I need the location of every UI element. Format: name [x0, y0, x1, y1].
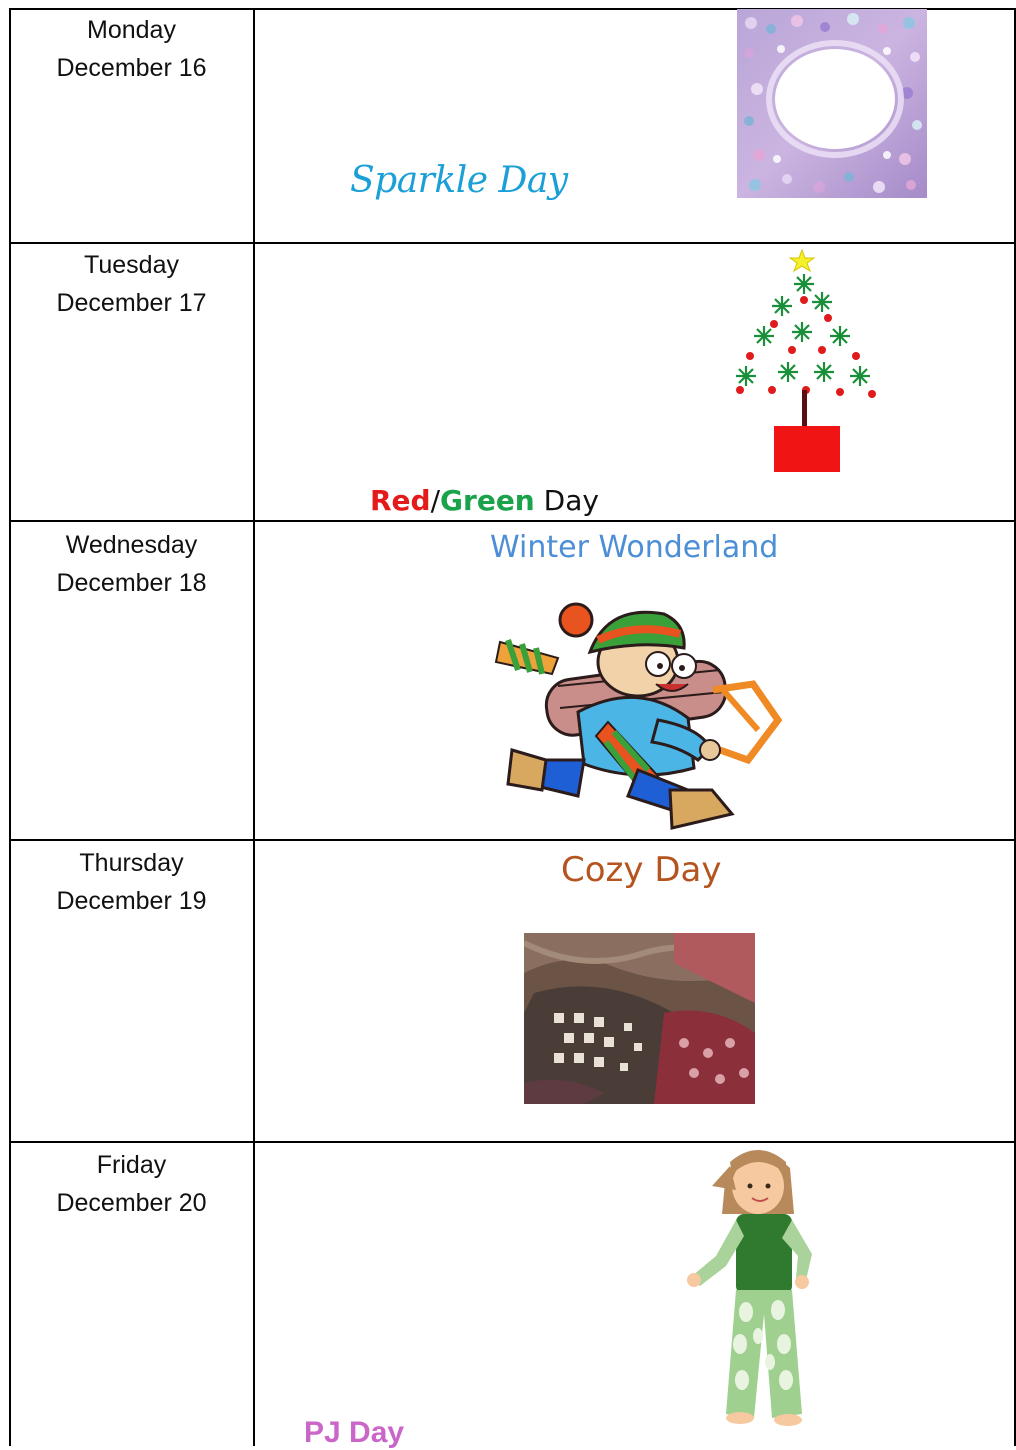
date-cell-wednesday: [10, 526, 253, 602]
date-cell-thursday: [10, 844, 253, 920]
theme-label-pj-day: PJ Day: [304, 1416, 405, 1449]
date-label: December 16: [56, 54, 207, 82]
theme-word-green: Green: [440, 484, 535, 517]
day-label: Monday: [87, 16, 176, 44]
day-label: Tuesday: [84, 251, 179, 279]
day-label: Friday: [96, 1151, 167, 1179]
day-label: Thursday: [79, 849, 184, 877]
row-divider-1: [9, 242, 1016, 244]
theme-word-red: Red: [370, 484, 431, 517]
boy-with-sled-image: [488, 600, 792, 840]
table-left-border: [9, 8, 11, 1446]
date-label: December 20: [56, 1189, 207, 1217]
theme-label-red-green-day: [370, 484, 599, 517]
date-label: December 17: [56, 289, 207, 317]
theme-slash: /: [430, 484, 441, 517]
girl-in-pajamas-image: [682, 1144, 832, 1426]
date-cell-friday: [10, 1146, 253, 1222]
theme-label-winter-wonderland: Winter Wonderland: [490, 530, 779, 565]
christmas-tree-image: [732, 246, 882, 476]
theme-label-cozy-day: Cozy Day: [561, 850, 722, 890]
sparkle-frame-image: [737, 9, 927, 198]
date-label: December 18: [56, 569, 207, 597]
row-divider-2: [9, 520, 1016, 522]
knit-sweaters-photo: [524, 933, 755, 1104]
date-label: December 19: [56, 887, 207, 915]
theme-label-sparkle-day: Sparkle Day: [350, 160, 568, 201]
day-label: Wednesday: [65, 531, 198, 559]
date-cell-monday: [10, 11, 253, 87]
row-divider-4: [9, 1141, 1016, 1143]
theme-word-day: Day: [534, 484, 599, 517]
date-cell-tuesday: [10, 246, 253, 322]
